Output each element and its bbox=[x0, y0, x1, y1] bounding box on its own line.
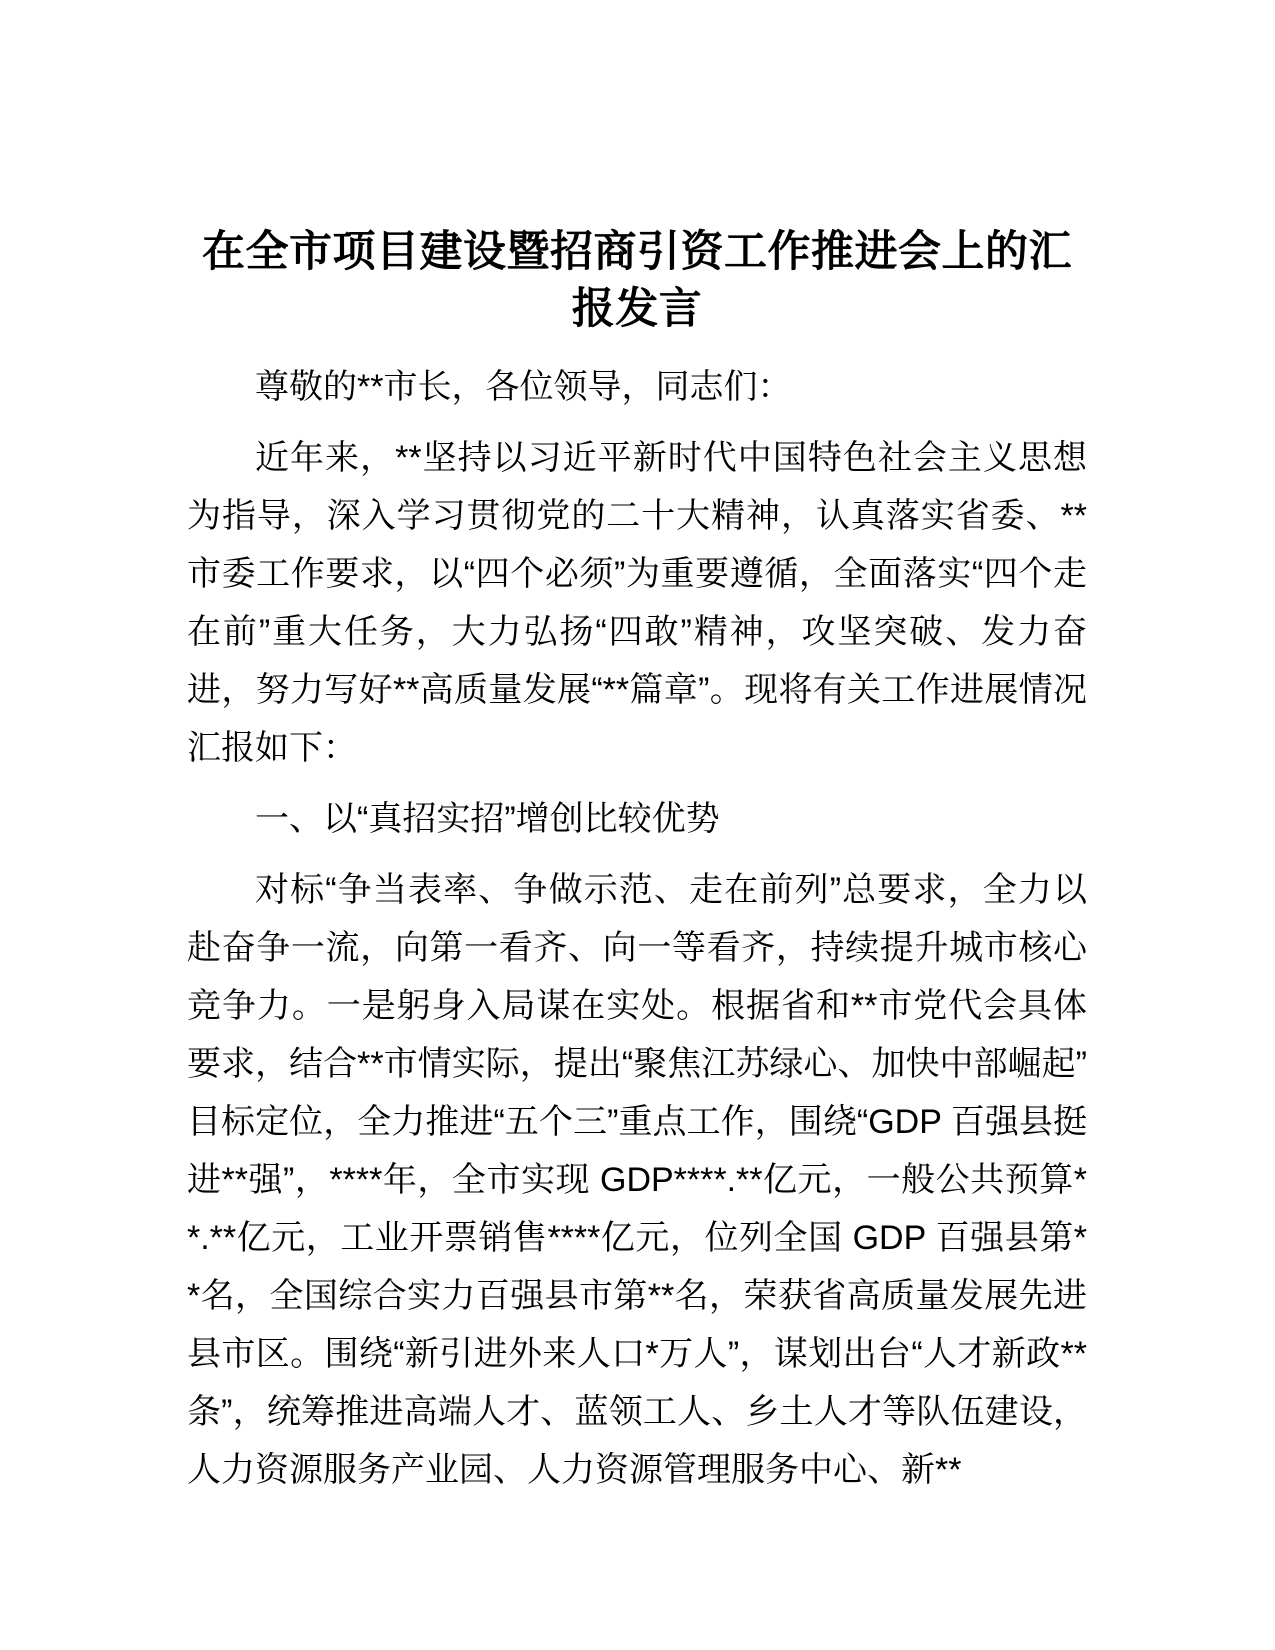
section-heading-1: 一、以“真招实招”增创比较优势 bbox=[255, 800, 720, 838]
document-title: 在全市项目建设暨招商引资工作推进会上的汇报发言 bbox=[202, 228, 1072, 333]
salutation-paragraph: 尊敬的**市长，各位领导，同志们： bbox=[255, 368, 792, 406]
section-1-body-paragraph: 对标“争当表率、争做示范、走在前列”总要求，全力以赴奋争一流，向第一看齐、向一等看齐，持续提升城市核心竞争力。一是躬身入局谋在实处。根据省和**市党代会具体要求，结合**市情实际，提出“聚焦江苏绿心、加快中部崛起”目标定位，全力推进“五个三”重点工作，围绕“GDP 百强县挺进**强”，****年，全市实现 GDP****.**亿元，一般公共预算**.**亿元，工业开票销售****亿元，位列全国 GDP 百强县第**名，全国综合实力百强县市第**名，荣获省高质量发展先进县市区。围绕“新引进外来人口*万人”，谋划出台“人才新政**条”，统筹推进高端人才、蓝领工人、乡土人才等队伍建设，人力资源服务产业园、人力资源管理服务中心、新** bbox=[187, 871, 1087, 1489]
intro-paragraph: 近年来，**坚持以习近平新时代中国特色社会主义思想为指导，深入学习贯彻党的二十大精神，认真落实省委、**市委工作要求，以“四个必须”为重要遵循，全面落实“四个走在前”重大任务，大力弘扬“四敢”精神，攻坚突破、发力奋进，努力写好**高质量发展“**篇章”。现将有关工作进展情况汇报如下： bbox=[187, 439, 1087, 767]
